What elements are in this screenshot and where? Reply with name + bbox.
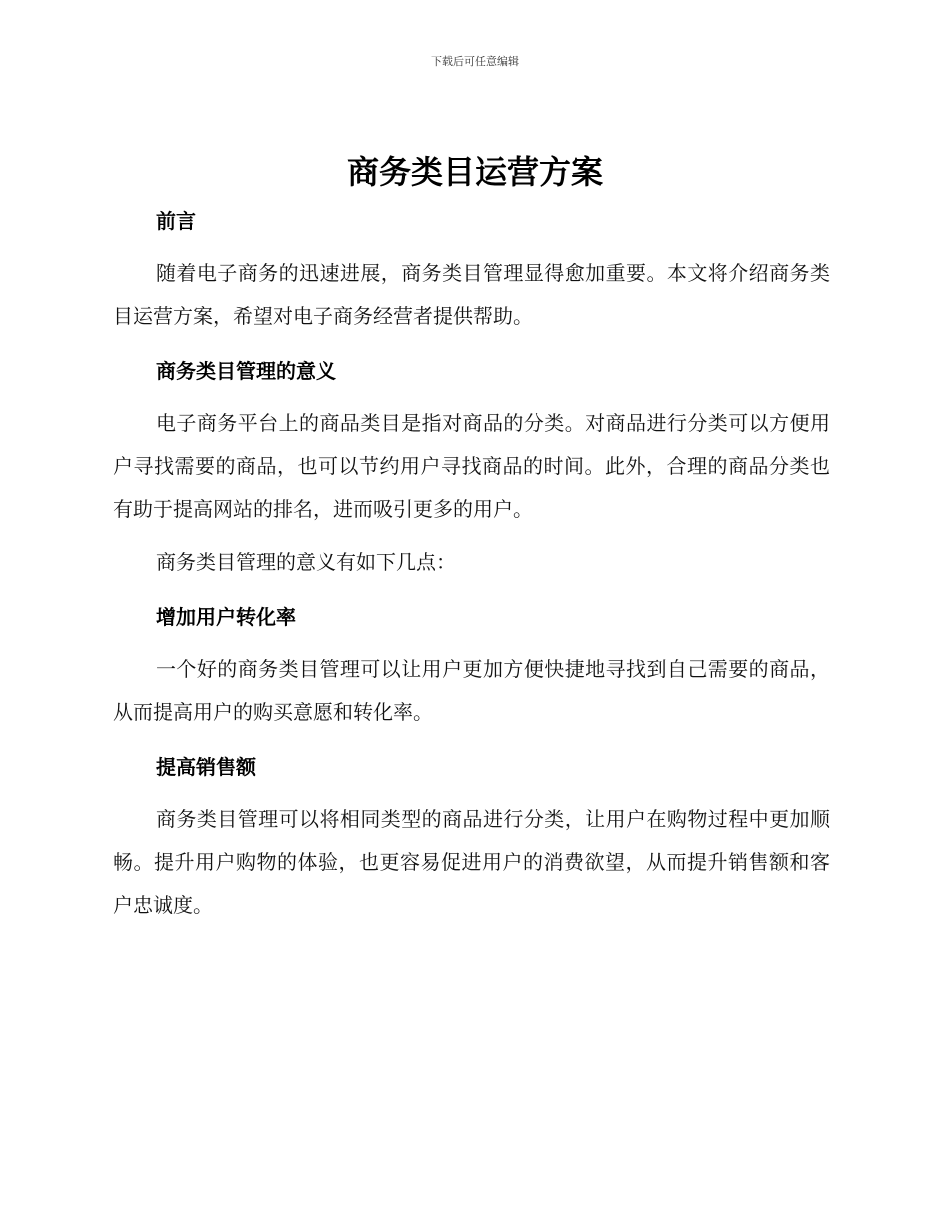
paragraph-preface: 随着电子商务的迅速进展，商务类目管理显得愈加重要。本文将介绍商务类目运营方案，希望对电子商务经营者提供帮助。 xyxy=(113,261,830,328)
section-heading-preface: 前言 xyxy=(156,209,196,233)
spacer xyxy=(113,531,830,541)
section-heading-significance: 商务类目管理的意义 xyxy=(156,359,336,383)
section-heading-sales: 提高销售额 xyxy=(156,755,256,779)
spacer xyxy=(113,392,830,402)
spacer xyxy=(113,638,830,648)
paragraph-significance-points: 商务类目管理的意义有如下几点： xyxy=(156,550,456,574)
header-note: 下载后可任意编辑 xyxy=(431,55,519,68)
spacer xyxy=(113,788,830,798)
spacer xyxy=(113,734,830,746)
spacer xyxy=(113,242,830,252)
paragraph-conversion: 一个好的商务类目管理可以让用户更加方便快捷地寻找到自己需要的商品，从而提高用户的购买意愿和转化率。 xyxy=(113,657,830,724)
spacer xyxy=(113,584,830,596)
paragraph-significance: 电子商务平台上的商品类目是指对商品的分类。对商品进行分类可以方便用户寻找需要的商品，也可以节约用户寻找商品的时间。此外，合理的商品分类也有助于提高网站的排名，进而吸引更多的用户。 xyxy=(113,411,830,521)
paragraph-sales: 商务类目管理可以将相同类型的商品进行分类，让用户在购物过程中更加顺畅。提升用户购物的体验，也更容易促进用户的消费欲望，从而提升销售额和客户忠诚度。 xyxy=(113,807,830,917)
document-body xyxy=(113,200,830,927)
spacer xyxy=(113,338,830,350)
section-heading-conversion: 增加用户转化率 xyxy=(156,605,296,629)
document-title: 商务类目运营方案 xyxy=(346,153,603,191)
